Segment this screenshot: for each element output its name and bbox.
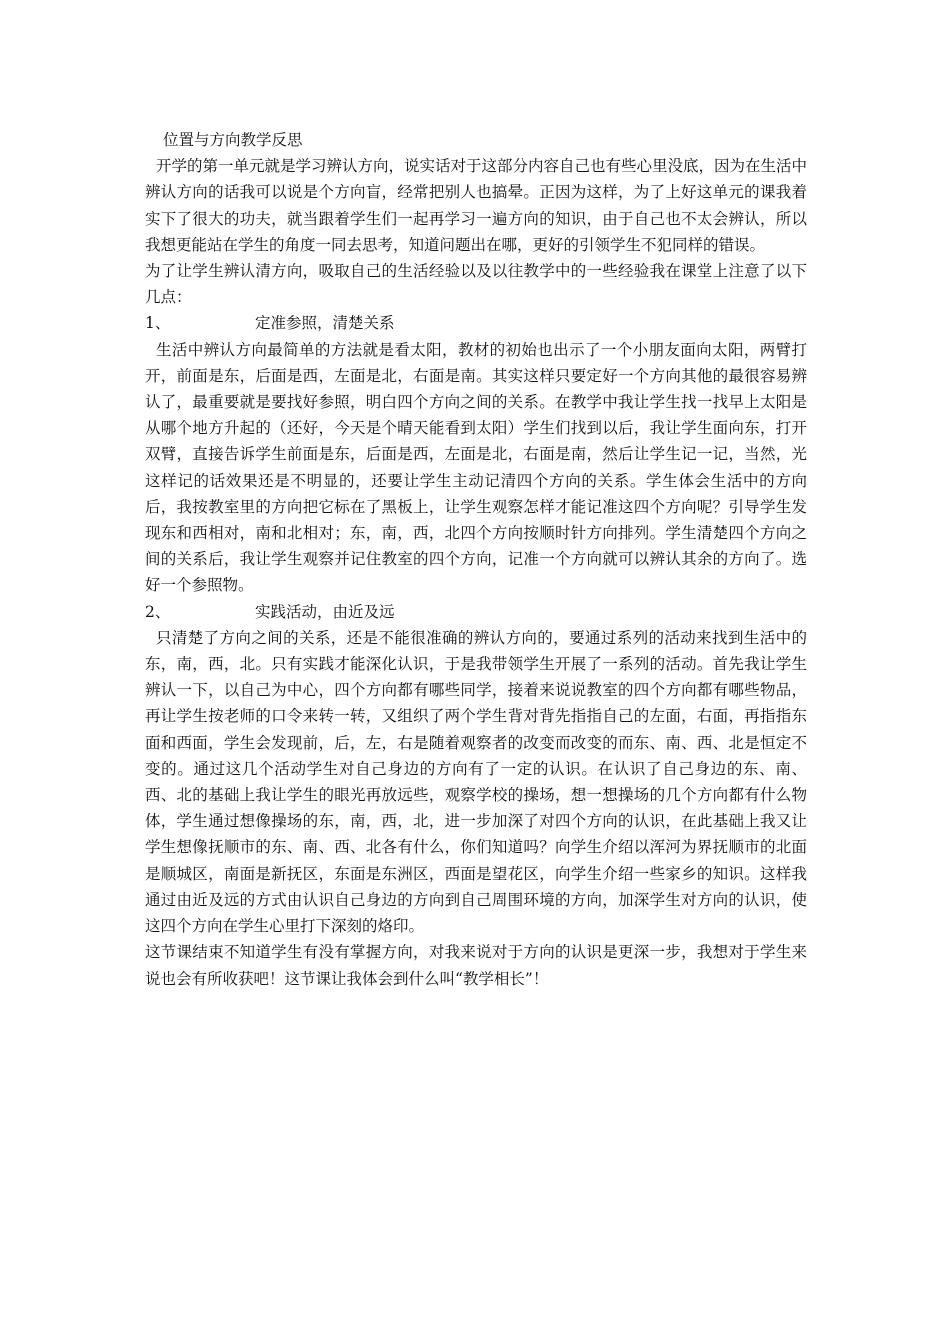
overview-paragraph: 为了让学生辨认清方向，吸取自己的生活经验以及以往教学中的一些经验我在课堂上注意了以下几点： — [145, 262, 807, 307]
document-body — [145, 127, 807, 992]
section-1-paragraph: 生活中辨认方向最简单的方法就是看太阳，教材的初始也出示了一个小朋友面向太阳，两臂打开，前面是东，后面是西，左面是北，右面是南。其实这样只要定好一个方向其他的最很容易辨认了，最重要就是要找好参照，明白四个方向之间的关系。在教学中我让学生找一找早上太阳是从哪个地方升起的（还好，今天是个晴天能看到太阳）学生们找到以后，我让学生面向东，打开双臂，直接告诉学生前面是东，后面是西，左面是北，右面是南，然后让学生记一记，当然，光这样记的话效果还是不明显的，还要让学生主动记清四个方向的关系。学生体会生活中的方向后，我按教室里的方向把它标在了黑板上，让学生观察怎样才能记准这四个方向呢？引导学生发现东和西相对，南和北相对；东，南，西，北四个方向按顺时针方向排列。学生清楚四个方向之间的关系后，我让学生观察并记住教室的四个方向，记准一个方向就可以辨认其余的方向了。选好一个参照物。 — [145, 340, 807, 595]
section-2-paragraph: 只清楚了方向之间的关系，还是不能很准确的辨认方向的，要通过系列的活动来找到生活中的东，南，西，北。只有实践才能深化认识，于是我带领学生开展了一系列的活动。首先我让学生辨认一下，以自己为中心，四个方向都有哪些同学，接着来说说教室的四个方向都有哪些物品，再让学生按老师的口令来转一转，又组织了两个学生背对背先指指自己的左面，右面，再指指东面和西面，学生会发现前，后，左，右是随着观察者的改变而改变的而东、南、西、北是恒定不变的。通过这几个活动学生对自己身边的方向有了一定的认识。在认识了自己身边的东、南、西、北的基础上我让学生的眼光再放远些，观察学校的操场，想一想操场的几个方向都有什么物体，学生通过想像操场的东，南，西，北，进一步加深了对四个方向的认识，在此基础上我又让学生想像抚顺市的东、南、西、北各有什么，你们知道吗？向学生介绍以浑河为界抚顺市的北面是顺城区，南面是新抚区，东面是东洲区，西面是望花区，向学生介绍一些家乡的知识。这样我通过由近及远的方式由认识自己身边的方向到自己周围环境的方向，加深学生对方向的认识，使这四个方向在学生心里打下深刻的烙印。 — [145, 628, 807, 936]
intro-paragraph: 开学的第一单元就是学习辨认方向，说实话对于这部分内容自己也有些心里没底，因为在生活中辨认方向的话我可以说是个方向盲，经常把别人也搞晕。正因为这样，为了上好这单元的课我着实下了很大的功夫，就当跟着学生们一起再学习一遍方向的知识，由于自己也不太会辨认，所以我想更能站在学生的角度一同去思考，知道问题出在哪，更好的引领学生不犯同样的错误。 — [145, 157, 808, 254]
section-2-title: 实践活动，由近及远 — [255, 602, 395, 621]
section-1-heading — [145, 310, 807, 336]
closing-paragraph: 这节课结束不知道学生有没有掌握方向，对我来说对于方向的认识是更深一步，我想对于学生来说也会有所收获吧！这节课让我体会到什么叫“教学相长”！ — [145, 943, 807, 988]
section-1-number: 1、 — [145, 314, 171, 333]
section-2-number: 2、 — [145, 602, 171, 621]
section-1-title: 定准参照，清楚关系 — [255, 314, 395, 333]
document-title: 位置与方向教学反思 — [163, 131, 303, 149]
section-2-heading — [145, 599, 807, 625]
